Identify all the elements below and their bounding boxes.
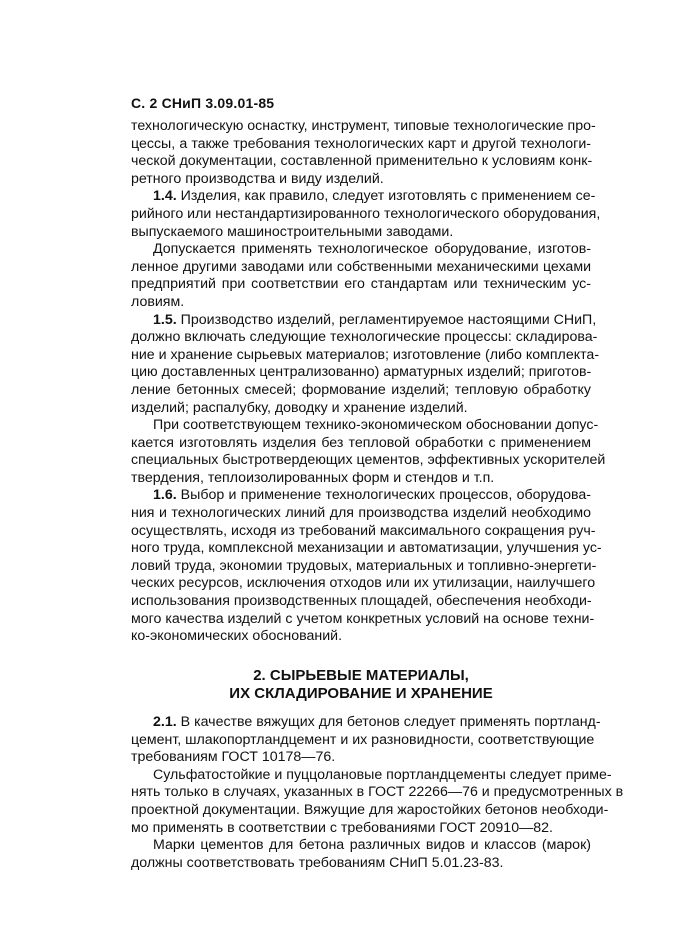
- line-text: Допускается применять технологическое оборудование, изготов-: [153, 241, 591, 258]
- text-line: [131, 364, 591, 382]
- clause-number: 1.4.: [153, 188, 177, 205]
- line-text: должны соответствовать требованиям СНиП 5.01.23-83.: [131, 854, 504, 871]
- line-text: осуществлять, исходя из требований максимального сокращения руч-: [131, 522, 596, 539]
- clause-number: 1.6.: [153, 487, 177, 504]
- text-line: [131, 784, 624, 802]
- line-text: ческой документации, составленной применительно к условиям конк-: [131, 153, 593, 170]
- paragraph: [131, 417, 606, 487]
- section-1-body: [131, 118, 606, 646]
- text-line: [131, 188, 596, 206]
- text-line: [131, 749, 591, 767]
- text-line: [131, 311, 597, 330]
- text-line: [131, 801, 609, 820]
- text-line: [131, 452, 606, 470]
- text-line: [131, 294, 591, 312]
- text-line: [131, 417, 599, 435]
- text-line: [131, 575, 596, 593]
- line-text: ние и хранение сырьевых материалов; изготовление (либо комплекта-: [131, 346, 600, 363]
- line-text: проектной документации. Вяжущие для жаростойких бетонов необходи-: [131, 801, 609, 818]
- text-line: [131, 766, 612, 785]
- text-line: [131, 470, 591, 488]
- text-line: [131, 610, 595, 629]
- line-text: ного труда, комплексной механизации и автоматизации, улучшения ус-: [131, 540, 602, 557]
- line-text: изделий; распалубку, доводку и хранение изделий.: [131, 399, 468, 416]
- text-line: [131, 593, 591, 611]
- line-text: нять только в случаях, указанных в ГОСТ 22266—76 и предусмотренных в: [131, 784, 624, 801]
- line-text: Выбор и применение технологических процессов, оборудова-: [180, 487, 591, 504]
- line-text: ловиям.: [131, 293, 185, 310]
- line-text: твердения, теплоизолированных форм и стендов и т.п.: [131, 469, 495, 486]
- text-line: [131, 224, 591, 242]
- text-line: [131, 505, 591, 523]
- clause-number: 1.5.: [153, 311, 177, 328]
- line-text: ко-экономических обоснований.: [131, 628, 343, 645]
- section-2-body: [131, 714, 624, 872]
- line-text: рийного или нестандартизированного технологического оборудования,: [131, 205, 601, 222]
- text-line: [131, 329, 598, 347]
- line-text: Производство изделий, регламентируемое настоящими СНиП,: [180, 311, 597, 328]
- text-line: [131, 540, 602, 558]
- line-text: Марки цементов для бетона различных видов и классов (марок): [153, 837, 591, 854]
- heading-line: ИХ СКЛАДИРОВАНИЕ И ХРАНЕНИЕ: [229, 685, 493, 702]
- text-line: [131, 241, 591, 259]
- text-line: [131, 557, 597, 576]
- line-text: В качестве вяжущих для бетонов следует применять портланд-: [180, 714, 601, 730]
- line-text: выпускаемого машиностроительными заводами.: [131, 223, 454, 240]
- line-text: цемент, шлакопортландцемент и их разновидности, соответствующие: [131, 731, 595, 748]
- line-text: цию доставленных централизованно) арматурных изделий; приготов-: [131, 364, 592, 381]
- line-text: мо применять в соответствии с требованиями ГОСТ 20910—82.: [131, 819, 553, 836]
- line-text: должно включать следующие технологические процессы: складирова-: [131, 329, 598, 346]
- text-line: [131, 628, 591, 646]
- text-line: [131, 259, 591, 277]
- paragraph: [131, 118, 596, 188]
- text-line: [131, 171, 591, 189]
- text-line: [131, 522, 596, 541]
- paragraph: [131, 311, 600, 418]
- line-text: При соответствующем технико-экономическом обосновании допус-: [153, 417, 599, 434]
- line-text: ния и технологических линий для производства изделий необходимо: [131, 505, 591, 522]
- line-text: Изделия, как правило, следует изготовлять с применением се-: [180, 188, 596, 205]
- line-text: специальных быстротвердеющих цементов, эффективных ускорителей: [131, 452, 606, 469]
- text-line: [131, 731, 595, 750]
- text-line: [131, 136, 591, 154]
- line-text: цессы, а также требования технологических карт и другой технологи-: [131, 135, 591, 152]
- line-text: ление бетонных смесей; формование изделий; тепловую обработку: [131, 381, 591, 398]
- line-text: кается изготовлять изделия без тепловой обработки с применением: [131, 434, 591, 451]
- line-text: ловий труда, экономии трудовых, материальных и топливно-энергети-: [131, 557, 597, 574]
- text-line: [131, 205, 601, 224]
- paragraph: [131, 714, 601, 767]
- text-line: [131, 118, 596, 136]
- heading-line: 2. СЫРЬЕВЫЕ МАТЕРИАЛЫ,: [253, 667, 469, 684]
- line-text: ленное другими заводами или собственными механическими цехами: [131, 258, 591, 275]
- paragraph: [131, 766, 624, 837]
- text-line: [131, 400, 591, 418]
- text-line: [131, 153, 591, 171]
- line-text: мого качества изделий с учетом конкретных условий на основе техни-: [131, 610, 595, 627]
- text-line: [131, 837, 591, 855]
- paragraph: [131, 487, 602, 645]
- clause-number: 2.1.: [153, 714, 177, 730]
- text-line: [131, 276, 591, 294]
- text-line: [131, 382, 591, 400]
- paragraph: [131, 837, 591, 872]
- text-line: [131, 487, 591, 505]
- line-text: использования производственных площадей, обеспечения необходи-: [131, 593, 592, 610]
- text-line: [131, 855, 591, 873]
- section-2-heading: [131, 667, 591, 703]
- line-text: предприятий при соответствии его стандартам или техническим ус-: [131, 276, 591, 293]
- page-header: С. 2 СНиП 3.09.01-85: [131, 95, 275, 111]
- line-text: ретного производства и виду изделий.: [131, 170, 384, 187]
- text-line: [131, 435, 591, 453]
- line-text: ческих ресурсов, исключения отходов или их утилизации, наилучшего: [131, 575, 596, 592]
- paragraph: [131, 188, 601, 241]
- line-text: требованиям ГОСТ 10178—76.: [131, 749, 336, 766]
- text-line: [131, 820, 591, 838]
- line-text: Сульфатостойкие и пуццолановые портландцементы следует приме-: [153, 766, 612, 783]
- line-text: технологическую оснастку, инструмент, типовые технологические про-: [131, 118, 596, 134]
- paragraph: [131, 241, 591, 311]
- text-line: [131, 346, 600, 365]
- text-line: [131, 714, 601, 732]
